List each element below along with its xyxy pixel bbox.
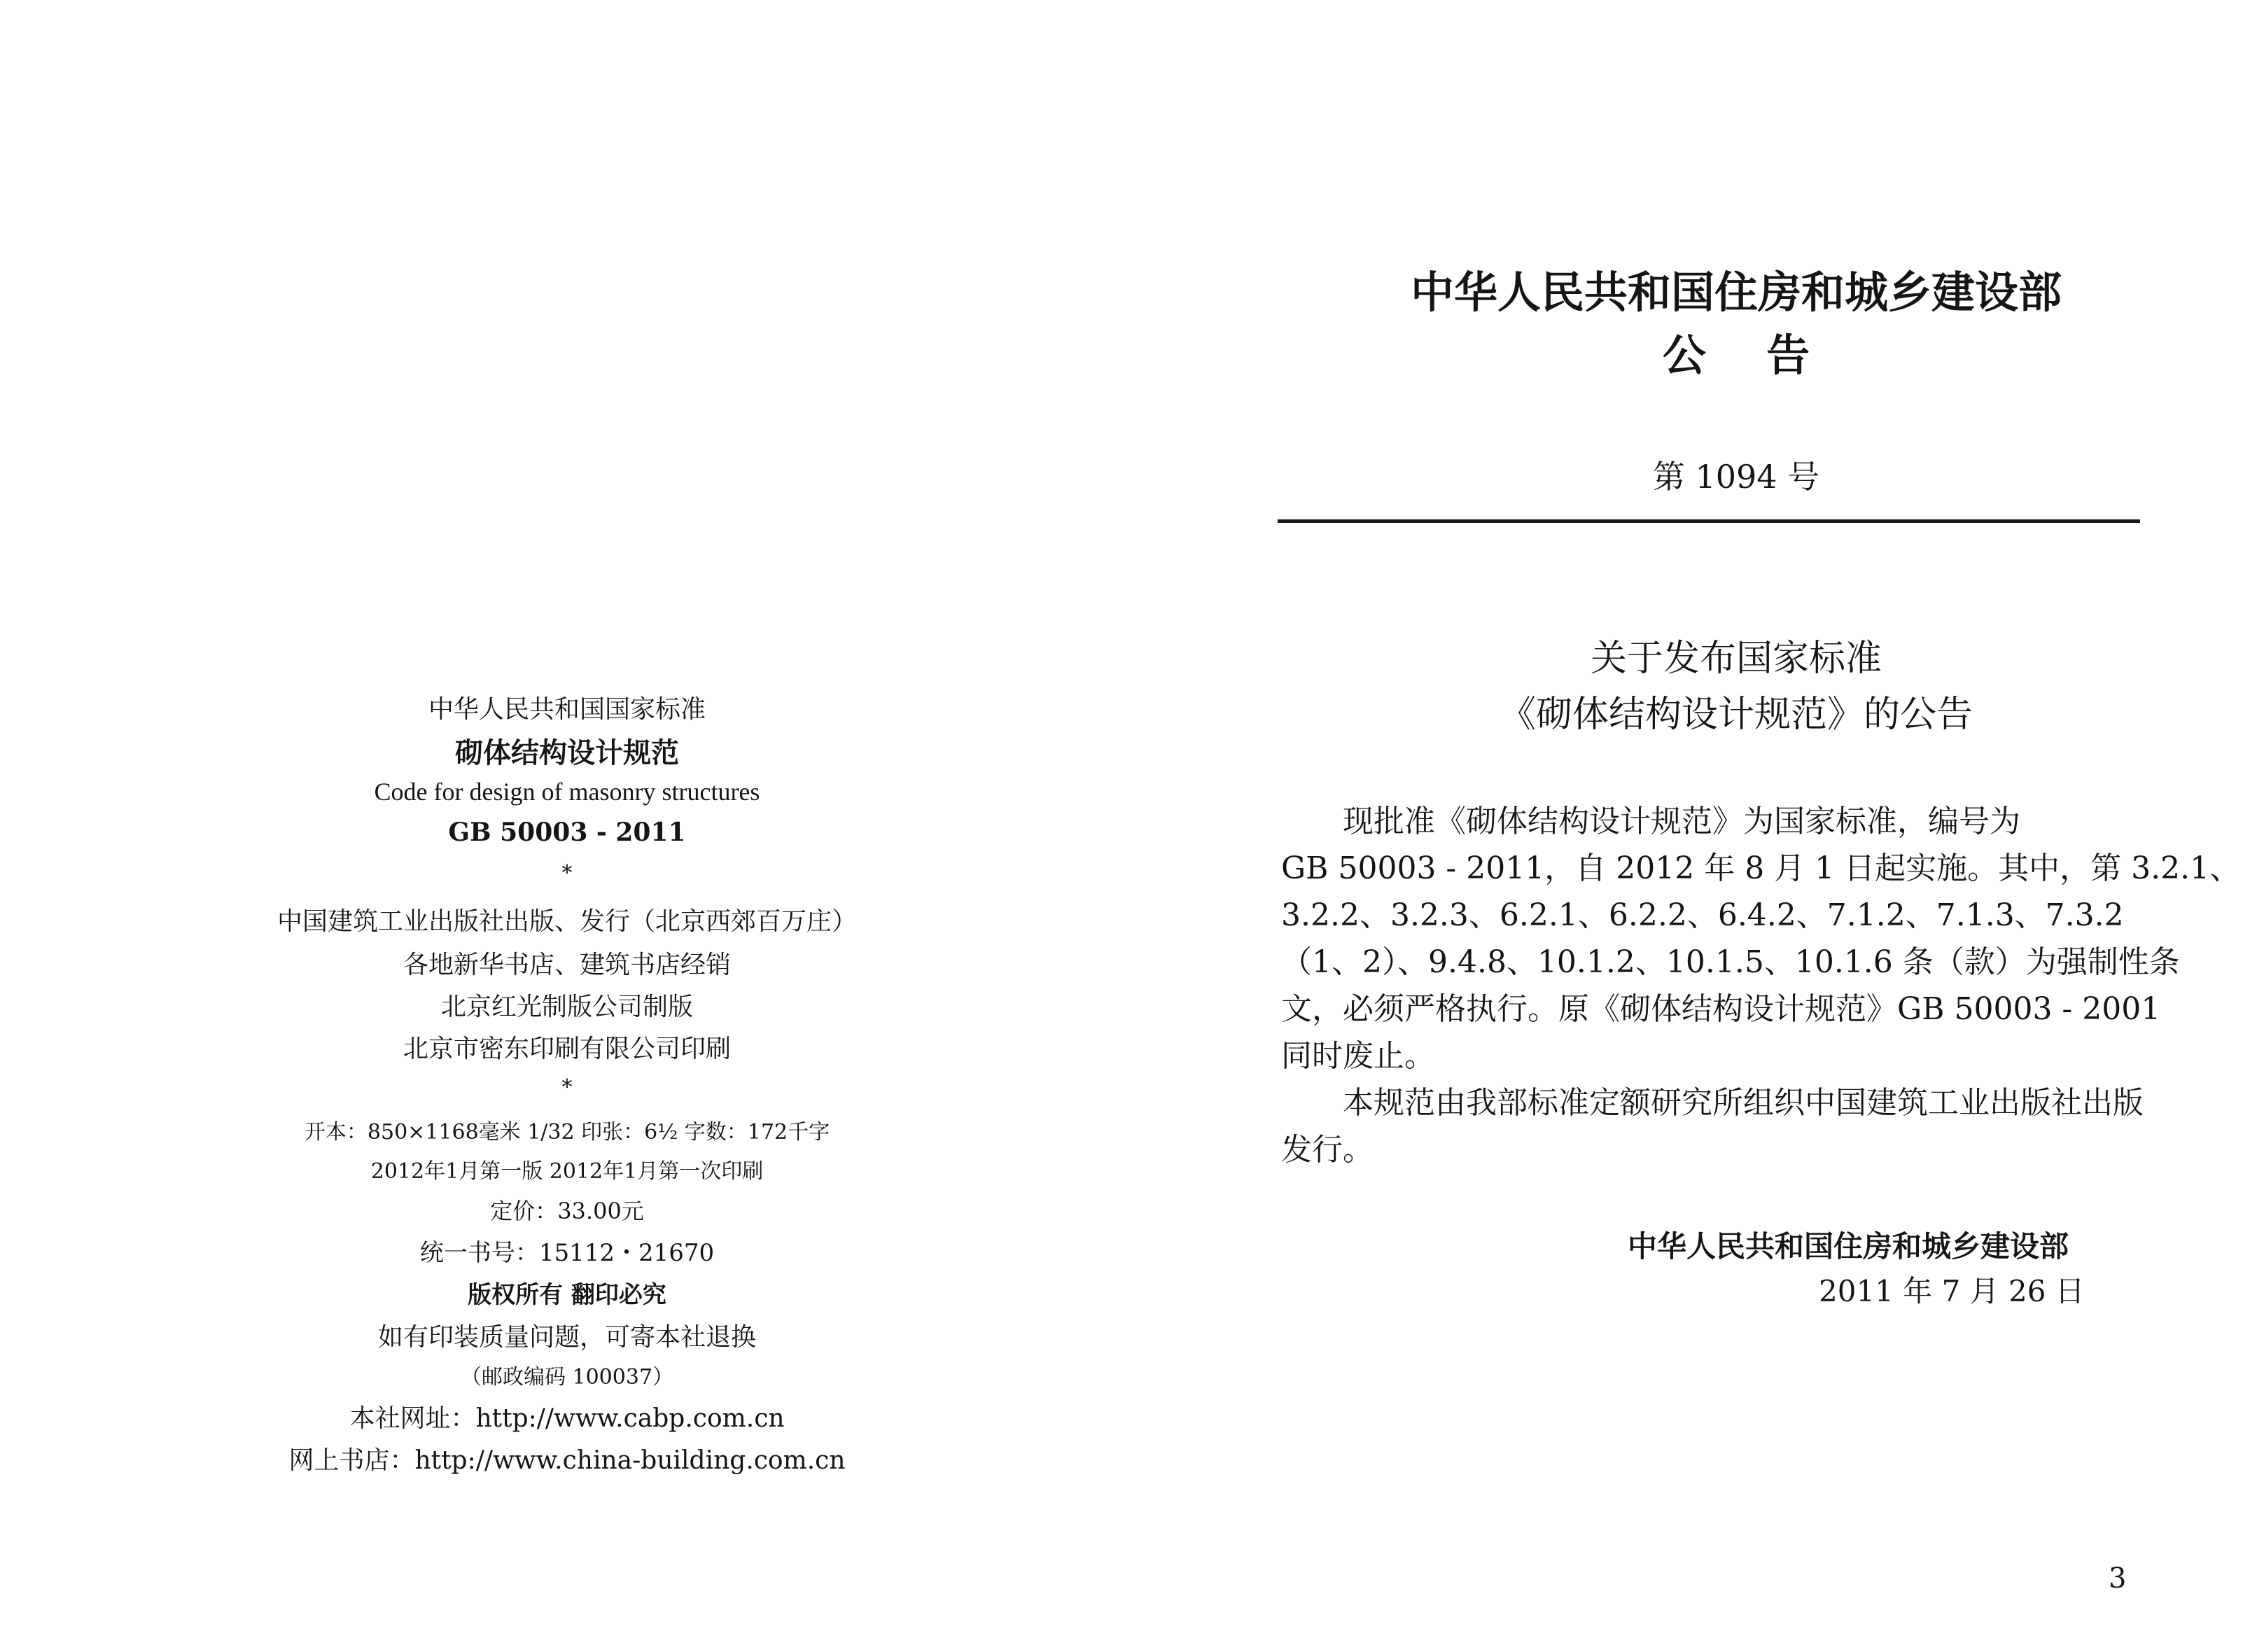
price-line: 定价：33.00元 [490, 1198, 644, 1224]
ministry-heading: 中华人民共和国住房和城乡建设部 [1410, 267, 2062, 318]
separator-star: * [561, 861, 573, 886]
paragraph-line: 3.2.2、3.2.3、6.2.1、6.2.2、6.4.2、7.1.2、7.1.3、7.3.2 [1281, 897, 2124, 933]
paragraph-line: 现批准《砌体结构设计规范》为国家标准，编号为 [1343, 804, 2020, 839]
publisher-line: 中国建筑工业出版社出版、发行（北京西郊百万庄） [277, 907, 857, 936]
signature-issuer: 中华人民共和国住房和城乡建设部 [1628, 1229, 2069, 1264]
rights-line: 版权所有 翻印必究 [468, 1281, 666, 1309]
signature-date: 2011 年 7 月 26 日 [1819, 1274, 2085, 1308]
notice-heading: 公 告 [1662, 330, 1810, 381]
paragraph-line: 发行。 [1281, 1132, 1374, 1168]
website-line: 本社网址：http://www.cabp.com.cn [349, 1404, 785, 1433]
standard-code: GB 50003 - 2011 [448, 818, 686, 847]
notice-number: 第 1094 号 [1652, 458, 1820, 496]
paragraph-line: 本规范由我部标准定额研究所组织中国建筑工业出版社出版 [1343, 1085, 2144, 1121]
bookstore-line: 网上书店：http://www.china-building.com.cn [288, 1446, 846, 1475]
paragraph-line: 同时废止。 [1281, 1038, 1435, 1074]
standard-series: 中华人民共和国国家标准 [428, 695, 706, 724]
book-title-cn: 砌体结构设计规范 [455, 737, 679, 769]
plate-maker-line: 北京红光制版公司制版 [440, 993, 693, 1021]
notice-body-paragraph-2 [1281, 1079, 2142, 1173]
paragraph-line: GB 50003 - 2011，自 2012 年 8 月 1 日起实施。其中，第 3.2.1、 [1281, 850, 2241, 886]
isbn-line: 统一书号：15112・21670 [419, 1239, 715, 1267]
paragraph-line: （1、2）、9.4.8、10.1.2、10.1.5、10.1.6 条（款）为强制性条 [1281, 944, 2180, 980]
notice-subject-line-2: 《砌体结构设计规范》的公告 [1499, 694, 1973, 736]
format-line: 开本：850×1168毫米 1/32 印张：6½ 字数：172千字 [304, 1120, 830, 1144]
notice-subject-line-1: 关于发布国家标准 [1590, 638, 1882, 680]
paragraph-line: 文，必须严格执行。原《砌体结构设计规范》GB 50003 - 2001 [1281, 991, 2161, 1027]
edition-line: 2012年1月第一版 2012年1月第一次印刷 [370, 1159, 764, 1184]
distributor-line: 各地新华书店、建筑书店经销 [403, 951, 731, 979]
header-rule [1278, 519, 2140, 523]
returns-line: 如有印装质量问题，可寄本社退换 [377, 1323, 756, 1352]
notice-body-paragraph-1 [1281, 798, 2241, 1079]
book-title-en: Code for design of masonry structures [374, 778, 760, 806]
printer-line: 北京市密东印刷有限公司印刷 [403, 1035, 731, 1063]
separator-star: * [561, 1075, 573, 1100]
colophon [175, 0, 959, 1652]
postcode-line: （邮政编码 100037） [460, 1365, 674, 1390]
page-number: 3 [2109, 1562, 2127, 1595]
